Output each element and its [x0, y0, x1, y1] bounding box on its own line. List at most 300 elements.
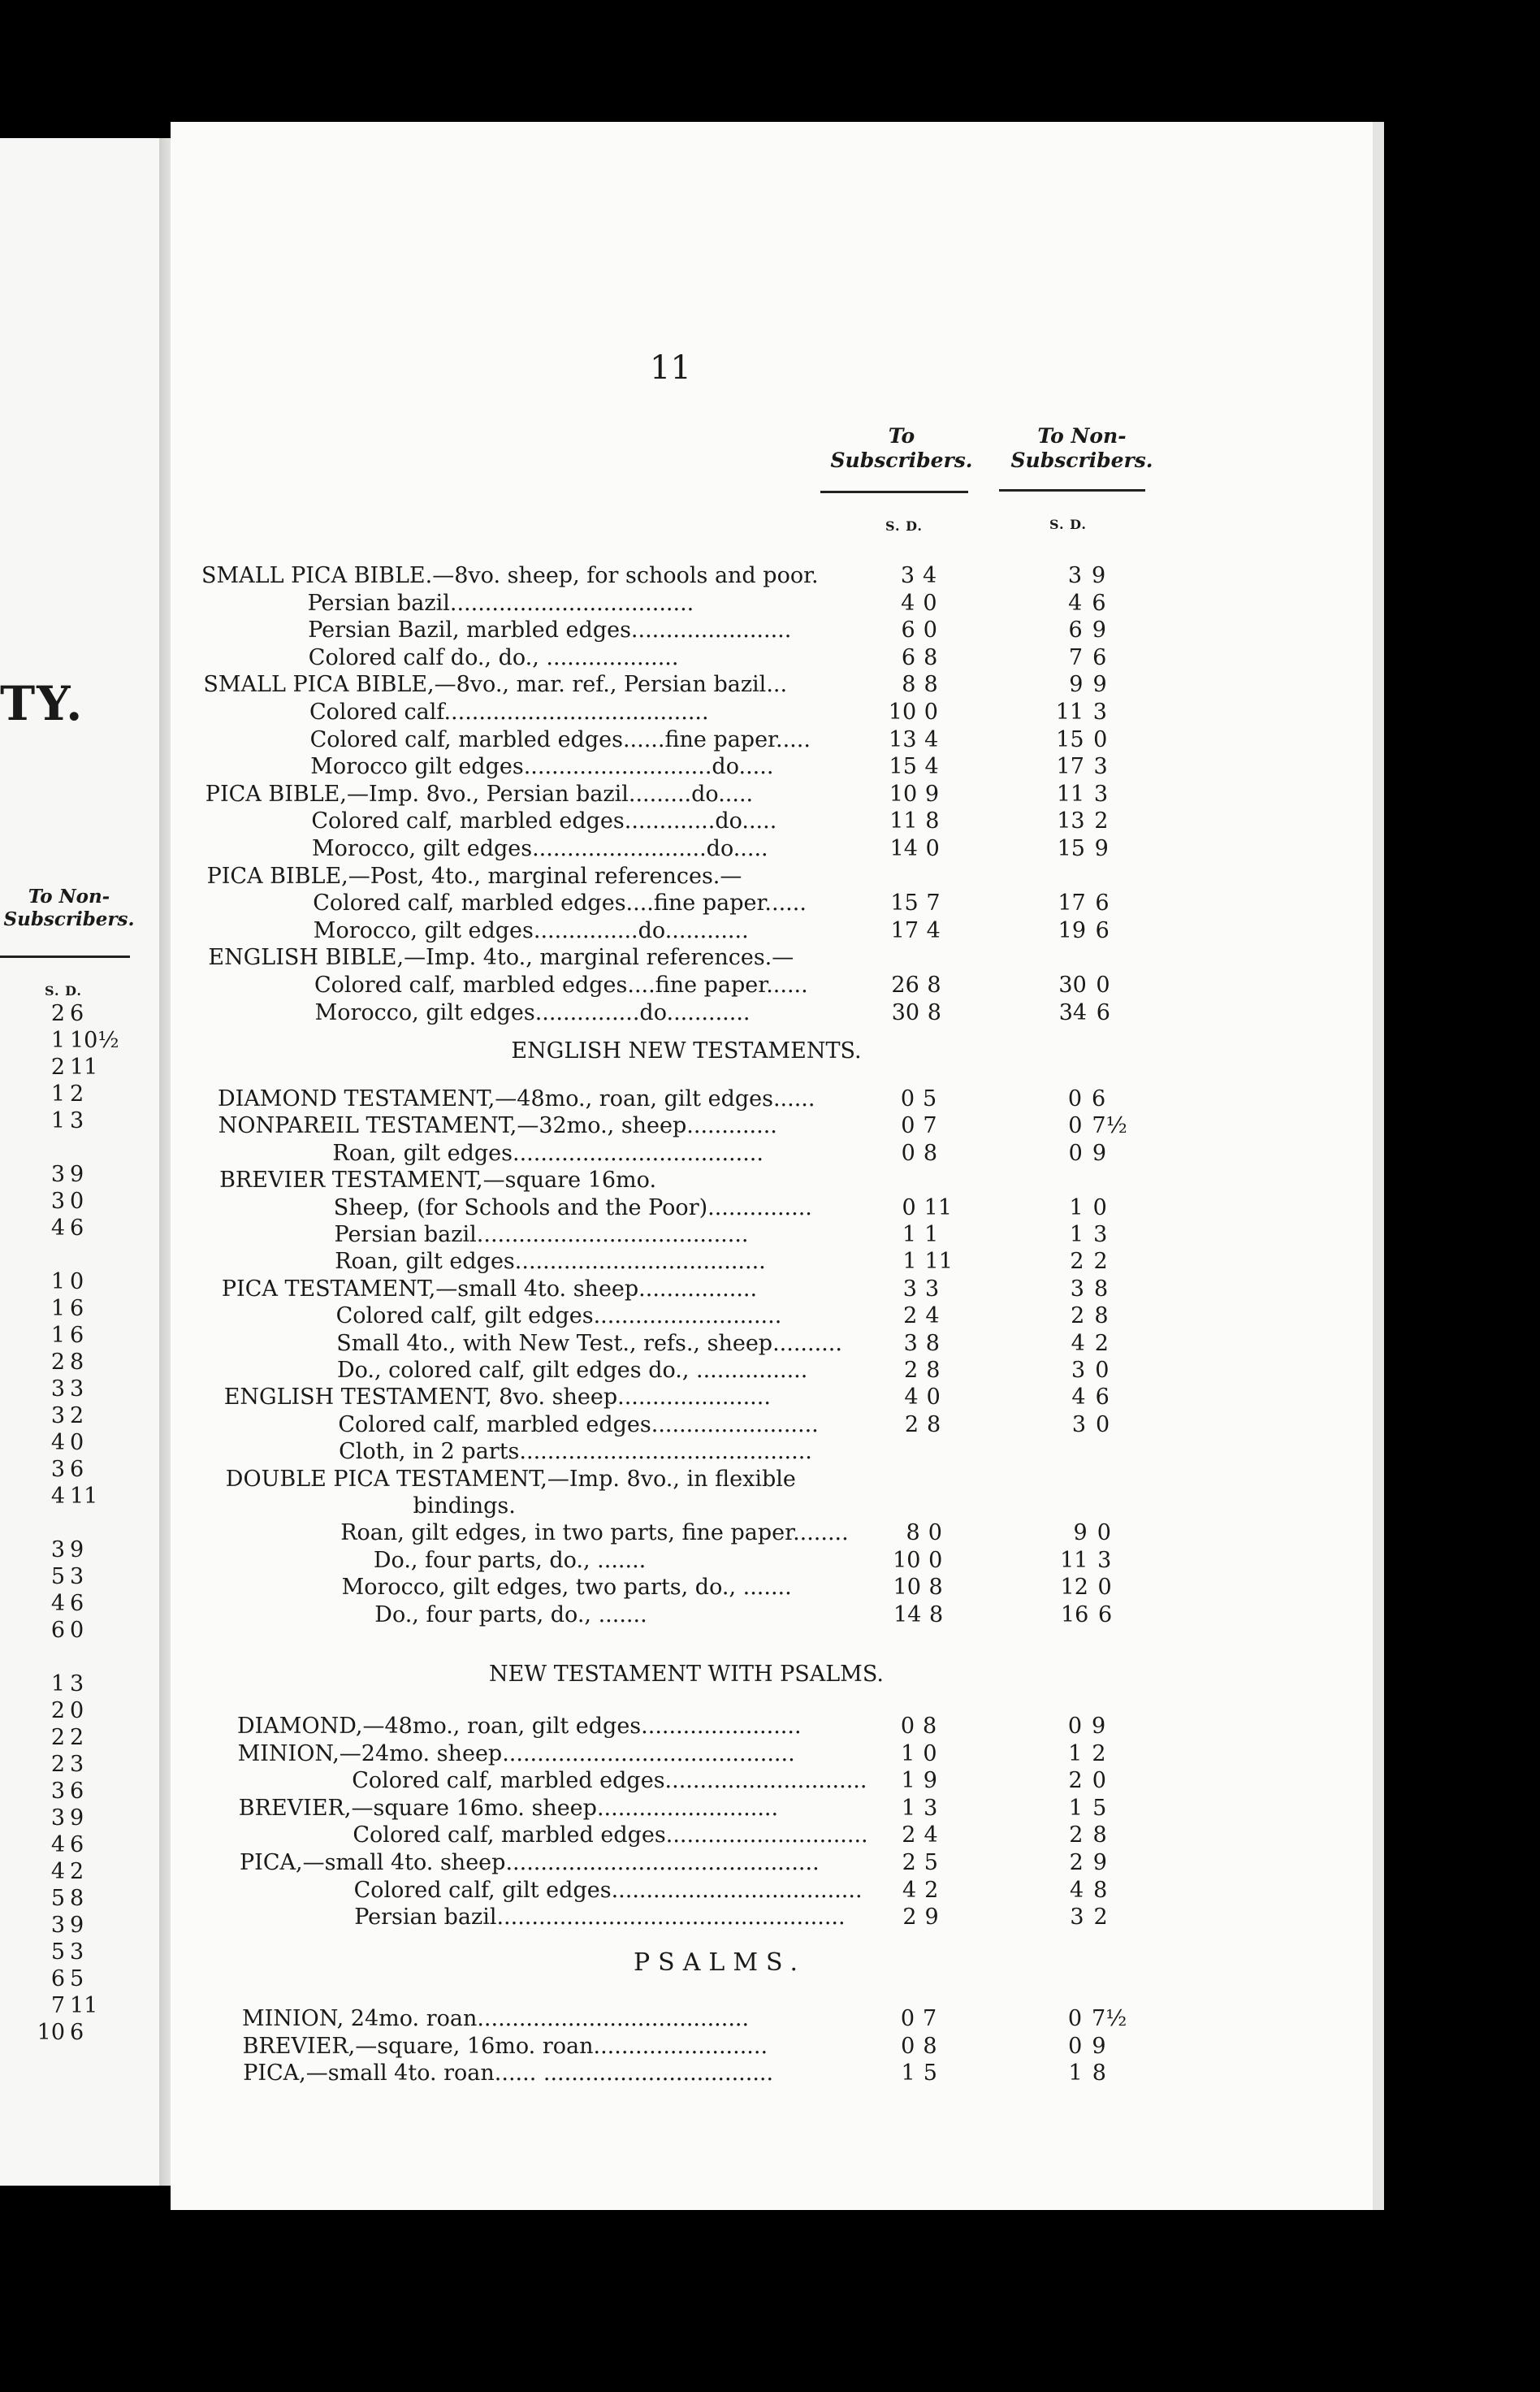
left-pence: 9: [70, 1913, 84, 1938]
subscriber-shillings: 15: [889, 754, 917, 780]
left-shillings: 1: [50, 1081, 65, 1107]
non-subscriber-shillings: 9: [1069, 672, 1084, 698]
non-subscriber-shillings: 30: [1058, 973, 1087, 998]
subscriber-shillings: 4: [902, 1877, 917, 1903]
left-pence: 3: [70, 1671, 84, 1696]
item-description: Colored calf do., do., ...................: [308, 644, 679, 670]
subscriber-pence: 0: [923, 618, 937, 644]
price-row: [0, 972, 1540, 999]
non-subscriber-shillings: 1: [1068, 1740, 1083, 1766]
non-subscriber-pence: 2: [1093, 1904, 1108, 1930]
non-subscriber-pence: 6: [1095, 917, 1110, 943]
item-description: ENGLISH BIBLE,—Imp. 4to., marginal references.—: [208, 945, 794, 971]
left-shillings: 4: [50, 1859, 65, 1884]
left-shillings: 4: [50, 1216, 65, 1241]
non-subscriber-shillings: 12: [1060, 1575, 1088, 1601]
left-shillings: 2: [50, 1001, 65, 1026]
subscriber-pence: 8: [923, 2033, 937, 2059]
non-subscribers-header: [984, 424, 1179, 473]
item-description: PICA,—small 4to. sheep.............................................: [240, 1850, 820, 1875]
item-description: SMALL PICA BIBLE.—8vo. sheep, for schools and poor.: [201, 563, 819, 588]
subscriber-pence: 1: [924, 1222, 939, 1247]
subscriber-pence: 2: [924, 1877, 939, 1903]
item-description: Persian bazil...................................: [307, 590, 694, 616]
non-subscriber-shillings: 0: [1068, 1113, 1083, 1139]
price-row: [0, 1357, 1540, 1384]
left-pence: 3: [70, 1939, 84, 1965]
non-subscriber-pence: 2: [1093, 1249, 1108, 1275]
non-subscriber-pence: 8: [1094, 1303, 1109, 1329]
price-row: [0, 671, 1540, 699]
subscriber-shillings: 13: [889, 726, 917, 752]
price-row: [0, 1822, 1540, 1849]
left-shillings: 1: [50, 1108, 65, 1133]
non-subscriber-shillings: 0: [1067, 1086, 1082, 1112]
subscriber-pence: 4: [926, 917, 941, 943]
non-subscriber-pence: 2: [1092, 1740, 1106, 1766]
subscriber-pence: 0: [925, 836, 940, 861]
item-description: Morocco, gilt edges.........................do.....: [312, 836, 768, 861]
left-shillings: 3: [50, 1376, 65, 1402]
subscriber-shillings: 1: [901, 1740, 915, 1766]
non-subscriber-shillings: 2: [1069, 1850, 1084, 1875]
subscriber-shillings: 10: [893, 1575, 921, 1601]
price-row: [0, 1302, 1540, 1330]
item-description: Colored calf, marbled edges.............................: [353, 1822, 868, 1848]
subscriber-pence: 9: [923, 1768, 937, 1794]
price-row: [0, 1466, 1540, 1493]
subscriber-shillings: 0: [900, 1714, 915, 1739]
item-description: Small 4to., with New Test., refs., sheep..........: [336, 1330, 842, 1356]
non-subscriber-shillings: 15: [1056, 726, 1084, 752]
non-subscriber-shillings: 11: [1060, 1547, 1088, 1573]
subscriber-pence: 7: [926, 890, 941, 916]
subscriber-pence: 5: [923, 2060, 937, 2086]
item-description: MINION, 24mo. roan.......................................: [242, 2006, 750, 2031]
left-pence: 0: [70, 1189, 84, 1214]
subscriber-pence: 0: [928, 1520, 942, 1546]
left-pence: 11: [70, 1055, 98, 1080]
non-subscriber-shillings: 6: [1068, 618, 1083, 644]
non-subscriber-pence: 0: [1096, 973, 1110, 998]
subscriber-shillings: 2: [904, 1358, 919, 1383]
subscriber-pence: 3: [924, 1276, 940, 1302]
item-description: Cloth, in 2 parts..........................................: [339, 1439, 812, 1465]
non-subscriber-pence: 9: [1094, 836, 1109, 861]
left-shillings: 4: [50, 1430, 65, 1455]
price-row: [0, 1384, 1540, 1411]
price-row: [0, 1547, 1540, 1575]
subscriber-shillings: 4: [904, 1384, 919, 1410]
section-title-new-testament-with-psalms: NEW TESTAMENT WITH PSALMS.: [489, 1662, 884, 1687]
left-pence: 9: [70, 1162, 84, 1187]
subscriber-pence: 8: [924, 672, 938, 698]
left-title-fragment: TY.: [0, 676, 84, 731]
non-subscriber-shillings: 4: [1069, 1877, 1084, 1903]
item-description: bindings.: [413, 1493, 516, 1519]
non-subscriber-shillings: 0: [1067, 1714, 1082, 1739]
subscriber-shillings: 10: [888, 700, 917, 725]
subscriber-pence: 7: [923, 1113, 937, 1139]
subscriber-shillings: 1: [902, 1222, 917, 1247]
page-number: 11: [650, 349, 691, 387]
left-pence: 3: [70, 1376, 84, 1402]
subscriber-shillings: 3: [902, 1276, 917, 1302]
subscriber-pence: 8: [928, 1575, 943, 1601]
subscribers-sd-label: S. D.: [885, 518, 923, 534]
item-description: Morocco gilt edges...........................do.....: [310, 754, 774, 780]
non-subscribers-head-line2: Subscribers.: [1010, 448, 1153, 472]
subscriber-shillings: 8: [906, 1520, 920, 1546]
left-shillings: 5: [50, 1886, 65, 1911]
item-description: Colored calf, marbled edges....fine paper......: [313, 890, 807, 916]
price-row: [0, 808, 1540, 835]
non-subscriber-shillings: 15: [1057, 836, 1085, 861]
subscriber-pence: 8: [923, 1140, 938, 1166]
non-subscriber-shillings: 4: [1071, 1384, 1086, 1410]
subscriber-shillings: 14: [893, 1601, 922, 1627]
subscriber-pence: 8: [927, 1411, 941, 1437]
subscriber-pence: 8: [924, 644, 938, 670]
non-subscriber-pence: 3: [1092, 700, 1107, 725]
left-col-head-line2: Subscribers.: [3, 908, 135, 930]
non-subscriber-pence: 6: [1092, 590, 1106, 616]
item-description: Morocco, gilt edges...............do............: [313, 917, 749, 943]
item-description: SMALL PICA BIBLE,—8vo., mar. ref., Persian bazil...: [203, 672, 788, 698]
price-row: [0, 1767, 1540, 1795]
non-subscriber-pence: 2: [1094, 808, 1109, 834]
non-subscriber-shillings: 1: [1068, 1795, 1084, 1821]
non-subscribers-head-line1: To Non-: [1037, 424, 1127, 448]
subscriber-pence: 8: [927, 999, 941, 1025]
subscriber-shillings: 6: [901, 618, 915, 644]
item-description: DIAMOND TESTAMENT,—48mo., roan, gilt edges......: [218, 1086, 815, 1112]
subscriber-shillings: 0: [900, 1086, 915, 1112]
subscriber-shillings: 1: [901, 2060, 915, 2086]
left-pence: 6: [70, 1216, 84, 1241]
left-shillings: 7: [50, 1993, 65, 2018]
non-subscriber-shillings: 9: [1073, 1520, 1088, 1546]
item-description: Morocco, gilt edges...............do............: [314, 999, 751, 1025]
subscribers-rule: [820, 491, 968, 493]
non-subscriber-pence: 9: [1092, 1850, 1107, 1875]
left-pence: 6: [70, 2020, 84, 2045]
price-row: [0, 1330, 1540, 1358]
item-description: Sheep, (for Schools and the Poor)...............: [333, 1194, 812, 1220]
price-row: [0, 1140, 1540, 1168]
non-subscriber-pence: 9: [1092, 1714, 1106, 1739]
section-title-psalms: PSALMS.: [634, 1948, 807, 1977]
price-row: [0, 917, 1540, 945]
subscriber-pence: 0: [923, 590, 937, 616]
non-subscriber-shillings: 13: [1057, 808, 1085, 834]
left-pence: 6: [70, 1591, 84, 1616]
subscriber-pence: 4: [924, 754, 939, 780]
price-row: [0, 863, 1540, 890]
item-description: MINION,—24mo. sheep..........................................: [237, 1740, 795, 1766]
item-description: Colored calf, marbled edges.............do.....: [311, 808, 777, 834]
left-pence: 9: [70, 1805, 84, 1831]
item-description: Colored calf, marbled edges........................: [338, 1411, 819, 1437]
subscriber-shillings: 10: [893, 1547, 921, 1573]
subscriber-pence: 0: [924, 700, 938, 725]
non-subscriber-shillings: 7: [1068, 644, 1084, 670]
item-description: Roan, gilt edges, in two parts, fine paper........: [340, 1520, 849, 1546]
left-shillings: 10: [37, 2020, 65, 2045]
non-subscriber-pence: 3: [1093, 1222, 1108, 1247]
subscriber-shillings: 30: [891, 999, 920, 1025]
price-row: [0, 644, 1540, 672]
price-row: [0, 1167, 1540, 1194]
left-pence: 9: [70, 1537, 84, 1562]
item-description: Colored calf......................................: [309, 700, 709, 725]
left-shillings: 1: [50, 1671, 65, 1696]
subscriber-pence: 5: [924, 1850, 938, 1875]
subscriber-shillings: 0: [901, 2033, 915, 2059]
left-pence: 5: [70, 1966, 84, 1991]
price-row: [0, 890, 1540, 917]
non-subscriber-shillings: 3: [1067, 563, 1082, 588]
non-subscriber-shillings: 34: [1058, 999, 1088, 1025]
subscriber-shillings: 3: [903, 1330, 918, 1356]
price-row: [0, 726, 1540, 754]
non-subscriber-shillings: 17: [1056, 754, 1084, 780]
subscriber-shillings: 14: [889, 836, 918, 861]
non-subscriber-shillings: 16: [1060, 1601, 1089, 1627]
left-pence: 2: [70, 1081, 84, 1107]
left-pence: 0: [70, 1430, 84, 1455]
left-shillings: 3: [50, 1913, 65, 1938]
item-description: BREVIER TESTAMENT,—square 16mo.: [219, 1168, 657, 1194]
subscriber-pence: 8: [925, 808, 940, 834]
price-row: [0, 1795, 1540, 1822]
left-pence: 6: [70, 1832, 84, 1857]
item-description: PICA,—small 4to. roan...... .................................: [243, 2060, 774, 2086]
left-shillings: 2: [50, 1752, 65, 1777]
non-subscriber-shillings: 17: [1058, 890, 1086, 916]
price-row: [0, 2060, 1540, 2087]
item-description: NONPAREIL TESTAMENT,—32mo., sheep.............: [218, 1113, 777, 1139]
item-description: Persian bazil.......................................: [334, 1222, 749, 1247]
non-subscriber-pence: 6: [1092, 1086, 1106, 1112]
item-description: Do., four parts, do., .......: [373, 1547, 647, 1573]
price-row: [0, 1112, 1540, 1140]
subscriber-pence: 4: [924, 726, 939, 752]
price-row: [0, 1221, 1540, 1249]
subscriber-shillings: 11: [889, 808, 918, 834]
item-description: Colored calf, marbled edges......fine paper.....: [309, 726, 811, 752]
item-description: Morocco, gilt edges, two parts, do., .......: [341, 1575, 792, 1601]
item-description: BREVIER,—square, 16mo. roan.........................: [242, 2033, 768, 2059]
subscriber-pence: 7: [923, 2006, 937, 2031]
price-row: [0, 699, 1540, 726]
non-subscriber-pence: 0: [1097, 1575, 1112, 1601]
non-subscriber-shillings: 2: [1068, 1768, 1083, 1794]
subscribers-header: [804, 424, 999, 473]
non-subscriber-shillings: 2: [1069, 1822, 1084, 1848]
non-subscriber-shillings: 2: [1070, 1249, 1084, 1275]
left-shillings: 5: [50, 1939, 65, 1965]
subscriber-shillings: 2: [902, 1822, 916, 1848]
subscribers-head-line1: To: [888, 424, 915, 448]
price-row: [0, 1904, 1540, 1931]
non-subscriber-shillings: 3: [1070, 1904, 1084, 1930]
non-subscriber-shillings: 1: [1069, 1194, 1084, 1220]
non-subscriber-shillings: 4: [1071, 1330, 1085, 1356]
subscriber-shillings: 2: [902, 1850, 916, 1875]
item-description: Roan, gilt edges....................................: [335, 1249, 766, 1275]
subscriber-pence: 11: [924, 1249, 953, 1275]
left-pence: 6: [70, 1457, 84, 1482]
left-pence: 0: [70, 1698, 84, 1723]
subscriber-pence: 5: [923, 1086, 937, 1112]
item-description: Colored calf, marbled edges....fine paper......: [314, 973, 808, 998]
subscriber-shillings: 2: [904, 1411, 919, 1437]
left-shillings: 1: [50, 1269, 65, 1294]
non-subscriber-pence: 6: [1092, 644, 1107, 670]
left-shillings: 2: [50, 1055, 65, 1080]
price-row: [0, 1411, 1540, 1439]
subscriber-pence: 8: [926, 1358, 941, 1383]
non-subscriber-shillings: 1: [1068, 2060, 1083, 2086]
price-row: [0, 1877, 1540, 1904]
left-pence: 11: [70, 1993, 98, 2018]
subscriber-pence: 0: [923, 1740, 937, 1766]
non-subscriber-pence: 0: [1095, 1358, 1110, 1383]
subscriber-shillings: 6: [901, 644, 916, 670]
left-sd-label: S. D.: [45, 983, 82, 999]
non-subscriber-pence: 3: [1093, 754, 1108, 780]
left-pence: 3: [70, 1752, 84, 1777]
section-title-english-new-testaments: ENGLISH NEW TESTAMENTS.: [511, 1038, 862, 1064]
non-subscriber-pence: 6: [1096, 999, 1110, 1025]
non-subscriber-pence: 7½: [1092, 2006, 1127, 2031]
non-subscriber-pence: 0: [1097, 1520, 1111, 1546]
non-subscriber-pence: 0: [1092, 1768, 1106, 1794]
left-shillings: 2: [50, 1725, 65, 1750]
non-subscriber-shillings: 3: [1070, 1276, 1084, 1302]
non-subscriber-pence: 3: [1097, 1547, 1112, 1573]
item-description: Colored calf, gilt edges....................................: [353, 1877, 863, 1903]
price-row: [0, 617, 1540, 644]
subscriber-shillings: 0: [901, 1140, 915, 1166]
left-shillings: 3: [50, 1162, 65, 1187]
subscriber-pence: 4: [925, 1303, 940, 1329]
left-shillings: 5: [50, 1564, 65, 1589]
price-row: [0, 835, 1540, 863]
subscriber-pence: 8: [923, 1714, 937, 1739]
left-shillings: 3: [50, 1457, 65, 1482]
non-subscriber-shillings: 2: [1071, 1303, 1085, 1329]
left-shillings: 1: [50, 1323, 65, 1348]
non-subscriber-shillings: 0: [1068, 2033, 1083, 2059]
subscriber-shillings: 15: [890, 890, 919, 916]
non-subscriber-pence: 9: [1092, 2033, 1106, 2059]
subscriber-shillings: 1: [901, 1768, 915, 1794]
left-shillings: 3: [50, 1537, 65, 1562]
subscriber-shillings: 10: [889, 781, 918, 807]
price-row: [0, 1194, 1540, 1222]
item-description: Roan, gilt edges....................................: [332, 1140, 764, 1166]
price-row: [0, 1740, 1540, 1768]
price-row: [0, 781, 1540, 808]
left-pence: 2: [70, 1725, 84, 1750]
subscriber-pence: 8: [927, 973, 941, 998]
non-subscriber-shillings: 11: [1056, 781, 1085, 807]
item-description: Colored calf, gilt edges...........................: [335, 1303, 782, 1329]
left-pence: 6: [70, 1001, 84, 1026]
non-subscriber-shillings: 3: [1071, 1411, 1087, 1437]
non-subscriber-shillings: 0: [1067, 2006, 1082, 2031]
left-shillings: 3: [50, 1403, 65, 1428]
non-subscriber-shillings: 3: [1071, 1358, 1086, 1383]
non-subscriber-shillings: 11: [1055, 700, 1084, 725]
subscriber-shillings: 0: [902, 1194, 916, 1220]
subscriber-pence: 3: [924, 1795, 938, 1821]
left-pence: 3: [70, 1108, 84, 1133]
subscriber-shillings: 8: [902, 672, 916, 698]
price-row: [0, 944, 1540, 972]
subscriber-pence: 0: [926, 1384, 941, 1410]
non-subscriber-shillings: 1: [1069, 1222, 1084, 1247]
left-shillings: 3: [50, 1805, 65, 1831]
subscriber-shillings: 26: [891, 973, 919, 998]
price-row: [0, 1713, 1540, 1740]
item-description: Persian Bazil, marbled edges.......................: [308, 618, 792, 644]
item-description: BREVIER,—square 16mo. sheep..........................: [238, 1795, 779, 1821]
subscriber-shillings: 3: [900, 563, 915, 588]
non-subscriber-pence: 6: [1095, 1384, 1110, 1410]
non-subscriber-pence: 0: [1092, 1194, 1107, 1220]
item-description: DIAMOND,—48mo., roan, gilt edges.......................: [237, 1714, 802, 1739]
item-description: Persian bazil..................................................: [354, 1904, 846, 1930]
non-subscriber-pence: 3: [1093, 781, 1109, 807]
subscriber-shillings: 4: [901, 590, 915, 616]
left-shillings: 3: [50, 1779, 65, 1804]
non-subscriber-shillings: 4: [1068, 590, 1083, 616]
subscriber-pence: 8: [928, 1601, 944, 1627]
subscriber-shillings: 17: [890, 917, 919, 943]
item-description: DOUBLE PICA TESTAMENT,—Imp. 8vo., in flexible: [225, 1466, 796, 1492]
left-pence: 3: [70, 1564, 84, 1589]
left-shillings: 6: [50, 1618, 65, 1643]
subscriber-pence: 4: [924, 1822, 938, 1848]
price-row: [0, 1493, 1540, 1520]
left-shillings: 3: [50, 1189, 65, 1214]
non-subscriber-pence: 9: [1092, 563, 1106, 588]
non-subscriber-pence: 5: [1092, 1795, 1107, 1821]
non-subscriber-pence: 9: [1092, 618, 1106, 644]
price-row: [0, 1438, 1540, 1466]
subscriber-shillings: 1: [902, 1249, 917, 1275]
item-description: Colored calf, marbled edges.............................: [352, 1768, 867, 1794]
non-subscriber-pence: 8: [1092, 2060, 1106, 2086]
non-subscribers-sd-label: S. D.: [1049, 517, 1087, 532]
non-subscribers-rule: [999, 489, 1145, 492]
non-subscriber-pence: 8: [1093, 1276, 1109, 1302]
left-pence: 0: [70, 1269, 84, 1294]
subscriber-pence: 0: [928, 1547, 943, 1573]
price-row: [0, 1086, 1540, 1113]
non-subscriber-pence: 0: [1096, 1411, 1110, 1437]
non-subscriber-pence: 8: [1092, 1822, 1107, 1848]
non-subscriber-pence: 6: [1097, 1601, 1113, 1627]
left-pence: 2: [70, 1403, 84, 1428]
left-shillings: 6: [50, 1966, 65, 1991]
left-pence: 11: [70, 1484, 98, 1509]
left-pence: 6: [70, 1296, 84, 1321]
subscriber-pence: 8: [925, 1330, 940, 1356]
